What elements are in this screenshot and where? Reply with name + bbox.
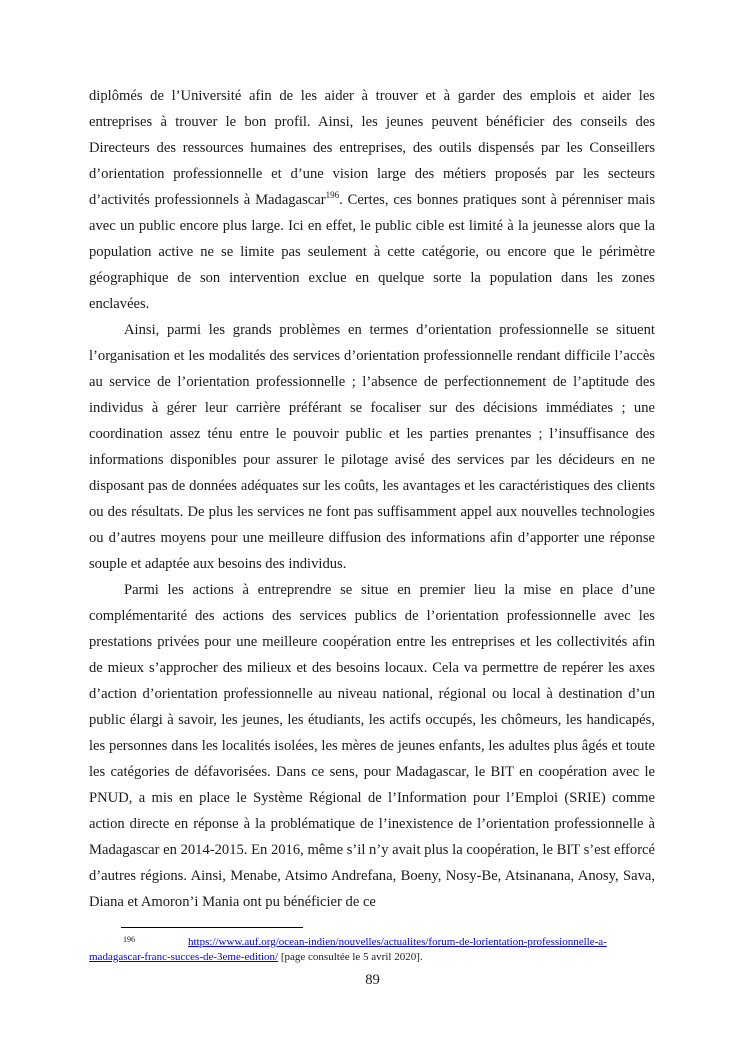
- footnote-note: [page consultée le 5 avril 2020].: [278, 951, 423, 963]
- paragraph-3: Parmi les actions à entreprendre se situe en premier lieu la mise en place d’une complémentarité des actions des services publics de l’orientation professionnelle avec les prestations privées pour une meilleure coopération entre les entreprises et les collectivités afin de mieux s’approcher des milieux et des besoins locaux. Cela va permettre de repérer les axes d’action d’orientation professionnelle au niveau national, régional ou local à destination d’un public élargi à savoir, les jeunes, les étudiants, les actifs occupés, les chômeurs, les handicapés, les personnes dans les localités isolées, les mères de jeunes enfants, les adultes plus âgés et toute les catégories de défavorisées. Dans ce sens, pour Madagascar, le BIT en coopération avec le PNUD, a mis en place le Système Régional de l’Information pour l’Emploi (SRIE) comme action directe en réponse à la problématique de l’inexistence de l’orientation professionnelle à Madagascar en 2014-2015. En 2016, même s’il n’y avait plus la coopération, le BIT s’est efforcé d’autres régions. Ainsi, Menabe, Atsimo Andrefana, Boeny, Nosy-Be, Atsinanana, Anosy, Sava, Diana et Amoron’i Mania ont pu bénéficier de ce: [89, 582, 656, 910]
- footnote-link[interactable]: https://www.auf.org/ocean-indien/nouvelles/actualites/forum-de-lorientation-professionnelle-a-madagascar-franc-succes-de-3eme-edition/: [89, 936, 607, 963]
- paragraph-1: diplômés de l’Université afin de les aider à trouver et à garder des emplois et aider les entreprises à trouver le bon profil. Ainsi, les jeunes peuvent bénéficier des conseils des Directeurs des ressources humaines des entreprises, des outils dispensés par les Conseillers d’orientation professionnelle et d’une vision large des métiers proposés par les secteurs d’activités professionnels à Madagascar$^{196}$. Certes, ces bonnes pratiques sont à pérenniser mais avec un public encore plus large. Ici en effet, le public cible est limité à la jeunesse alors que la population active ne se limite pas seulement à cette catégorie, ou encore que le périmètre géographique de son intervention exclue en quelque sorte la population dans les zones enclavées.: [89, 88, 655, 312]
- paragraph-2: Ainsi, parmi les grands problèmes en termes d’orientation professionnelle se situent l’organisation et les modalités des services d’orientation professionnelle rendant difficile l’accès au service de l’orientation professionnelle ; l’absence de perfectionnement de l’aptitude des individus à gérer leur carrière préférant se focaliser sur des décisions immédiates ; une coordination assez ténu entre le pouvoir public et les parties prenantes ; l’insuffisance des informations disponibles pour assurer le pilotage avisé des services par les décideurs en ne disposant pas de données adéquates sur les coûts, les avantages et les caractéristiques des clients ou des résultats. De plus les services ne font pas suffisamment appel aux nouvelles technologies ou d’autres moyens pour une meilleure diffusion des informations afin d’apporter une réponse souple et adaptée aux besoins des individus.: [89, 322, 655, 572]
- body-text: [89, 83, 655, 915]
- page-number: 89: [365, 972, 380, 988]
- footnote-reference[interactable]: 196: [325, 190, 340, 200]
- footnote-divider: [121, 927, 303, 928]
- footnote-number: 196: [123, 935, 135, 944]
- footnote: [89, 932, 655, 965]
